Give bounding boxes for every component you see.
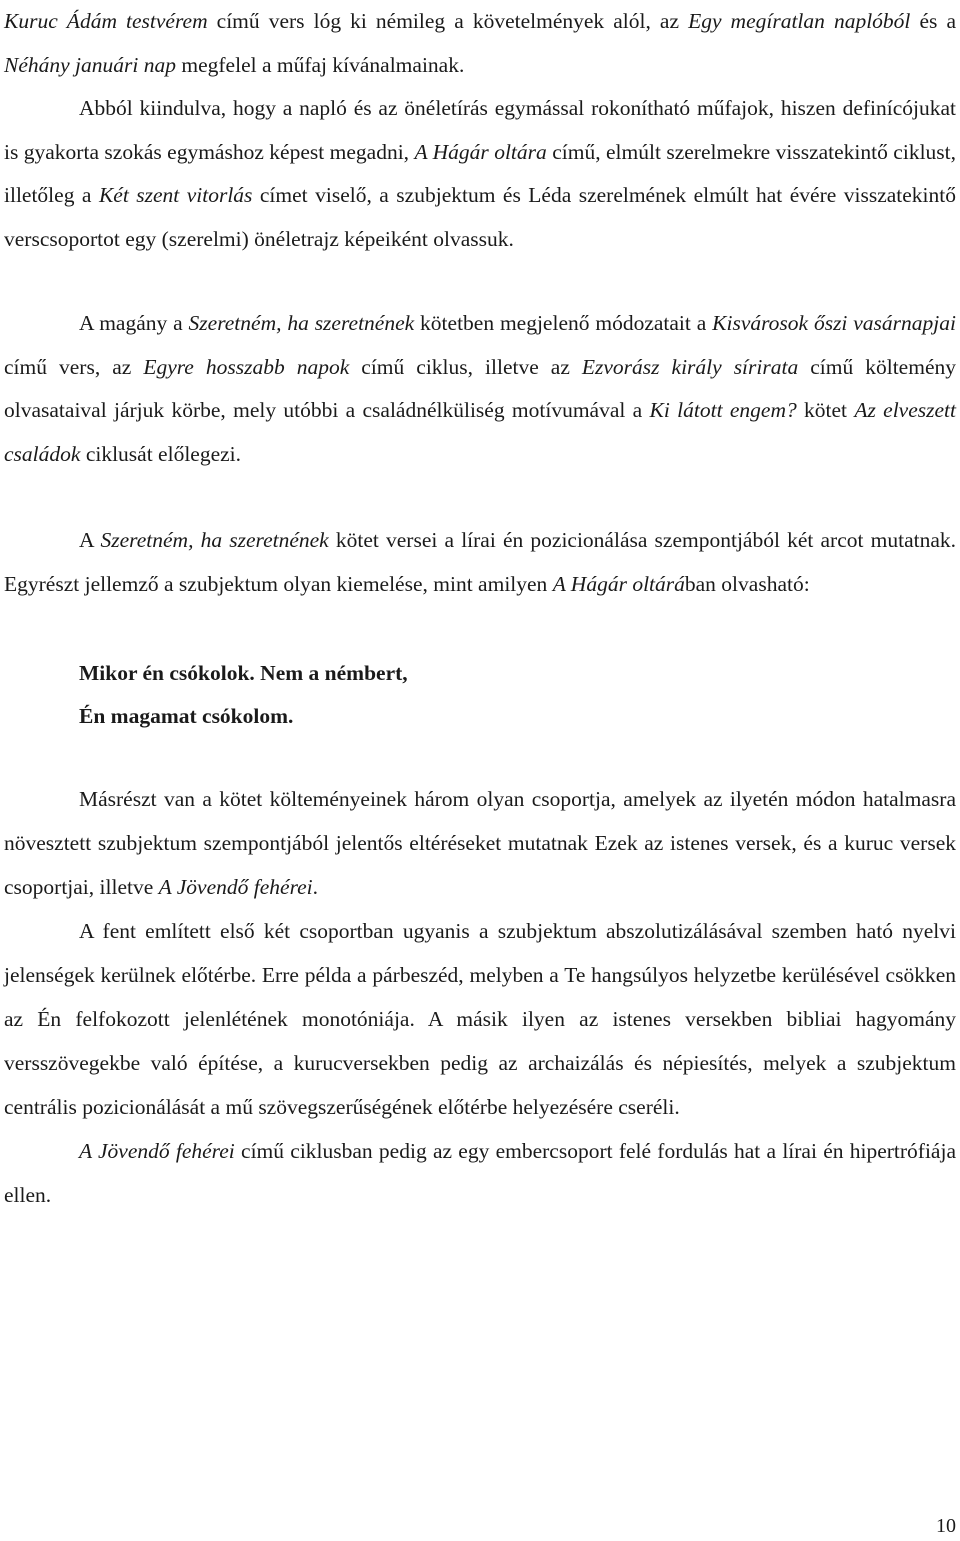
paragraph-1: Kuruc Ádám testvérem című vers lóg ki némileg a követelmények alól, az Egy megíratlan naplóból és a Néhány januári nap megfelel a műfaj kívánalmainak. [4,9,956,77]
paragraph-6: A fent említett első két csoportban ugyanis a szubjektum abszolutizálásával szemben ható nyelvi jelenségek kerülnek előtérbe. Erre példa a párbeszéd, melyben a Te hangsúlyos helyzetbe kerülésével csökken az Én felfokozott jelenlétének monotóniája. A másik ilyen az istenes versekben bibliai hagyomány versszövegekbe való építése, a kurucversekben pedig az archaizálás és népiesítés, melyek a szubjektum centrális pozicionálását a mű szövegszerűségének előtérbe helyezésére cseréli. [4,919,956,1119]
document-page [4,0,956,1217]
title-jovendo-feherei: A Jövendő fehérei [158,875,313,899]
title-jovendo-feherei-2: A Jövendő fehérei [79,1139,235,1163]
title-hagar-oltara: A Hágár oltára [414,139,547,164]
paragraph-2: Abból kiindulva, hogy a napló és az önéletírás egymással rokonítható műfajok, hiszen definícójukat is gyakorta szokás egymáshoz képest megadni, A Hágár oltára című, elmúlt szerelmekre visszatekintő ciklust, illetőleg a Két szent vitorlás címet viselő, a szubjektum és Léda szerelmének elmúlt hat évére visszatekintő verscsoportot egy (szerelmi) önéletrajz képeiként olvassuk. [4,96,957,251]
paragraph-3: A magány a Szeretném, ha szeretnének kötetben megjelenő módozatait a Kisvárosok őszi vasárnapjai című vers, az Egyre hosszabb napok című ciklus, illetve az Ezvorász király sírirata című költemény olvasataival járjuk körbe, mely utóbbi a családnélküliség motívumával a Ki látott engem? kötet Az elveszett családok ciklusát előlegezi. [4,311,956,466]
title-kisvarosok: Kisvárosok őszi vasárnapjai [712,311,956,335]
title-ket-szent-vitorlas: Két szent vitorlás [98,183,253,207]
title-egy-megiratlan-naplobol: Egy megíratlan naplóból [688,9,911,33]
title-kuruc-adam: Kuruc Ádám testvérem [4,9,208,33]
poem-quote-line-2: Én magamat csókolom. [79,704,294,728]
paragraph-4: A Szeretném, ha szeretnének kötet versei a lírai én pozicionálása szempontjából két arcot mutatnak. Egyrészt jellemző a szubjektum olyan kiemelése, mint amilyen A Hágár oltárában olvasható: [4,528,957,596]
title-nehany-januari-nap: Néhány januári nap [4,52,176,77]
title-szeretnem-ha-szeretnenek-2: Szeretném, ha szeretnének [100,528,329,552]
title-ezvorasz-kiraly: Ezvorász király sírirata [581,354,799,379]
page-number: 10 [936,1515,956,1537]
paragraph-7: A Jövendő fehérei című ciklusban pedig az egy embercsoport felé fordulás hat a lírai én hipertrófiája ellen. [4,1139,956,1207]
title-az-elveszett-csaladok: Az elveszett családok [4,398,956,466]
title-hagar-oltaraban: A Hágár oltárá [552,571,685,596]
title-egyre-hosszabb-napok: Egyre hosszabb napok [143,354,350,379]
title-ki-latott-engem: Ki látott engem? [649,398,797,422]
paragraph-5: Másrészt van a kötet költeményeinek három olyan csoportja, amelyek az ilyetén módon hatalmasra növesztett szubjektum szempontjából jelentős eltéréseket mutatnak Ezek az istenes versek, és a kuruc versek csoportjai, illetve A Jövendő fehérei. [4,787,956,899]
poem-quote-line-1: Mikor én csókolok. Nem a némbert, [79,661,408,685]
title-szeretnem-ha-szeretnenek: Szeretném, ha szeretnének [188,311,415,335]
